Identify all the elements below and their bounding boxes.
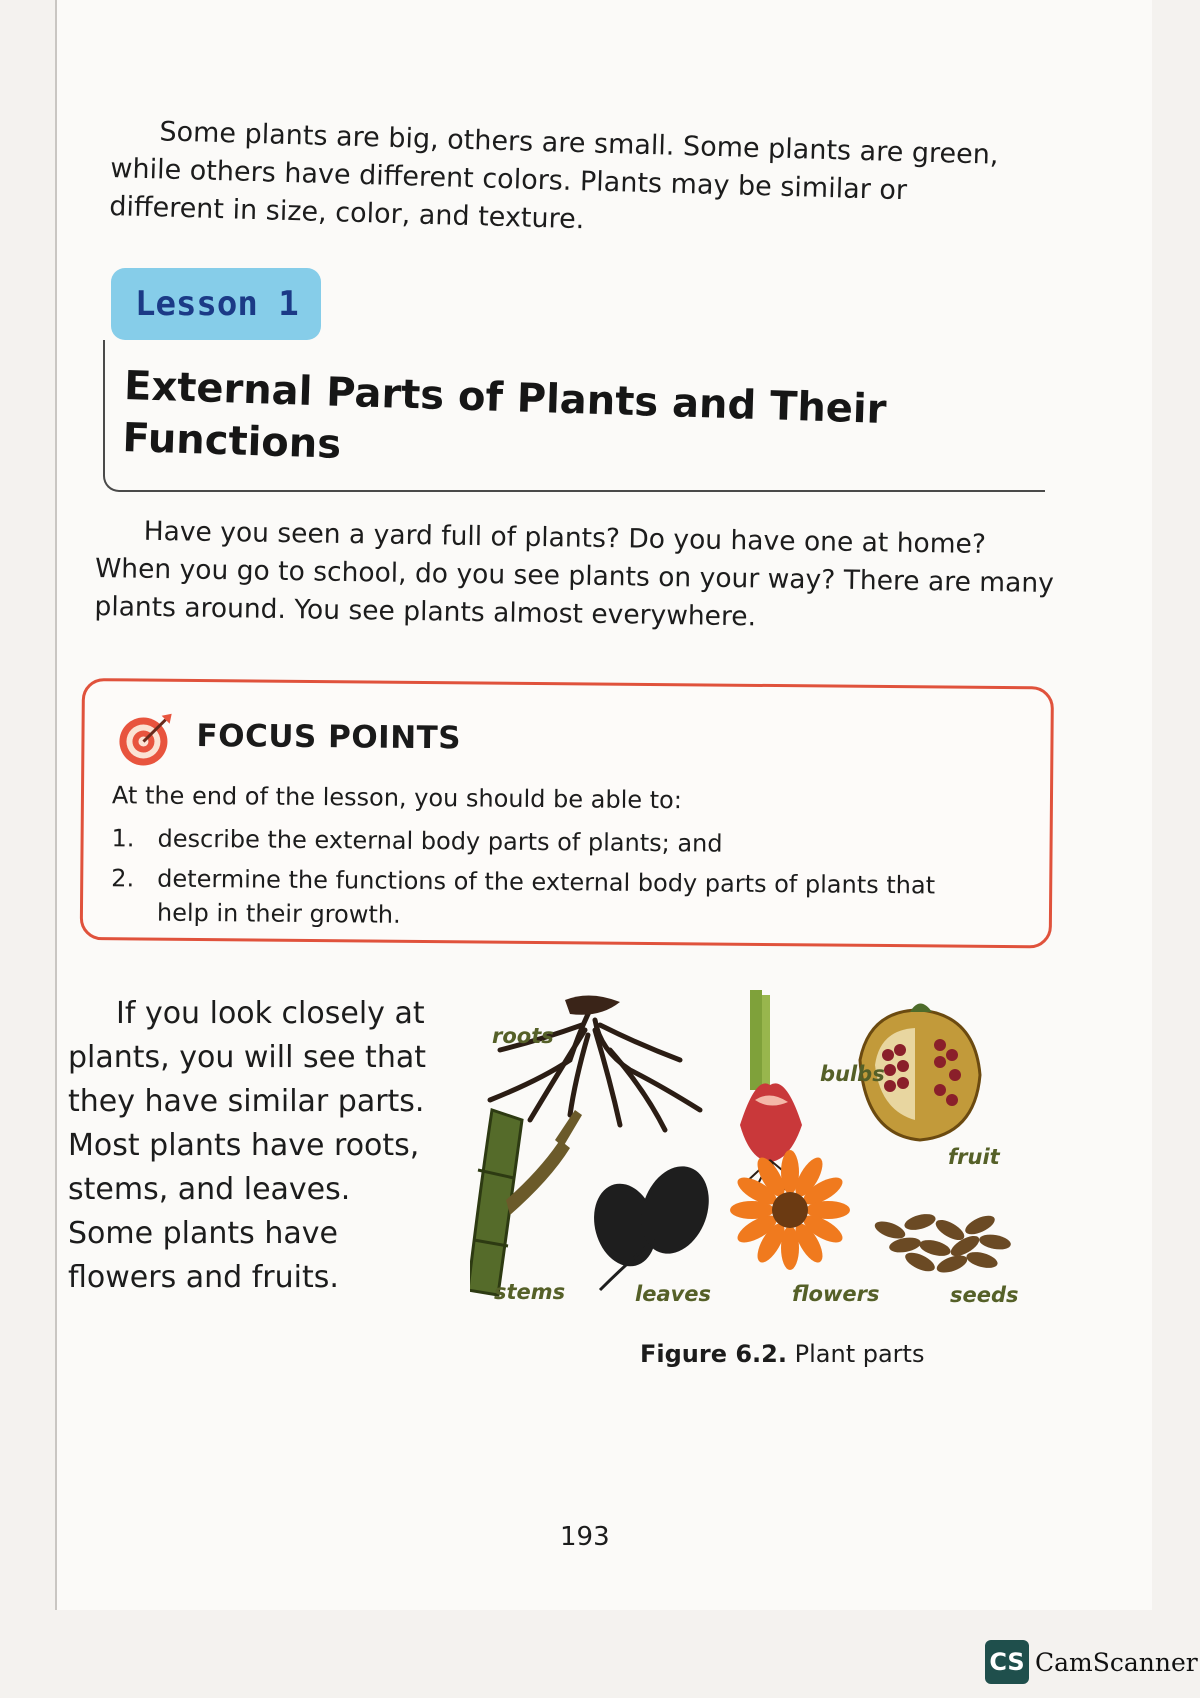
figure-label-roots: roots	[492, 1024, 554, 1048]
focus-item-number: 1.	[111, 824, 135, 853]
figure-label-bulbs: bulbs	[820, 1062, 885, 1086]
figure-caption-text: Plant parts	[787, 1340, 925, 1368]
focus-item-text: determine the functions of the external body parts of plants that help in their growth.	[156, 864, 936, 929]
target-icon	[117, 711, 173, 767]
plant-parts-text: If you look closely at plants, you will see that they have similar parts. Most plants have roots, stems, and leaves. Some plants have flowers and fruits.	[68, 996, 426, 1295]
focus-item	[111, 861, 1012, 937]
figure-caption-number: Figure 6.2.	[640, 1340, 787, 1368]
intro-text: Some plants are big, others are small. Some plants are green, while others have different colors. Plants may be similar or different in size, color, and texture.	[108, 116, 999, 236]
figure-caption	[640, 1340, 924, 1368]
lesson-header	[103, 268, 1043, 488]
figure-label-flowers: flowers	[792, 1282, 880, 1306]
roots-base	[565, 995, 620, 1014]
figure-label-stems: stems	[494, 1280, 566, 1304]
focus-intro: At the end of the lesson, you should be able to:	[111, 781, 683, 815]
focus-item-text: describe the external body parts of plants; and	[157, 824, 723, 858]
camscanner-text: CamScanner	[1035, 1647, 1198, 1677]
figure-label-leaves: leaves	[635, 1282, 712, 1306]
focus-item-number: 2.	[111, 864, 135, 893]
seeds-illustration	[873, 1211, 1012, 1276]
stem-illustration	[470, 1110, 582, 1295]
focus-item	[111, 821, 1011, 863]
lesson-tag: Lesson 1	[111, 268, 321, 340]
page-number: 193	[560, 1522, 610, 1552]
camscanner-logo: CS	[985, 1640, 1029, 1684]
lesson-intro-text: Have you seen a yard full of plants? Do you have one at home? When you go to school, do you see plants on your way? There are many plants around. You see plants almost everywhere.	[94, 515, 1055, 633]
leaves-illustration	[585, 1157, 720, 1290]
camscanner-watermark	[985, 1640, 1198, 1684]
plant-parts-paragraph	[68, 992, 438, 1300]
lesson-intro-paragraph	[94, 512, 1056, 641]
flower-illustration	[730, 1150, 850, 1270]
figure-label-seeds: seeds	[950, 1283, 1019, 1307]
lesson-title: External Parts of Plants and Their Functions	[121, 362, 888, 468]
focus-points-box	[80, 678, 1054, 948]
plant-parts-figure	[470, 990, 1070, 1330]
figure-label-fruit: fruit	[948, 1145, 1000, 1169]
focus-points-title: FOCUS POINTS	[196, 718, 462, 757]
